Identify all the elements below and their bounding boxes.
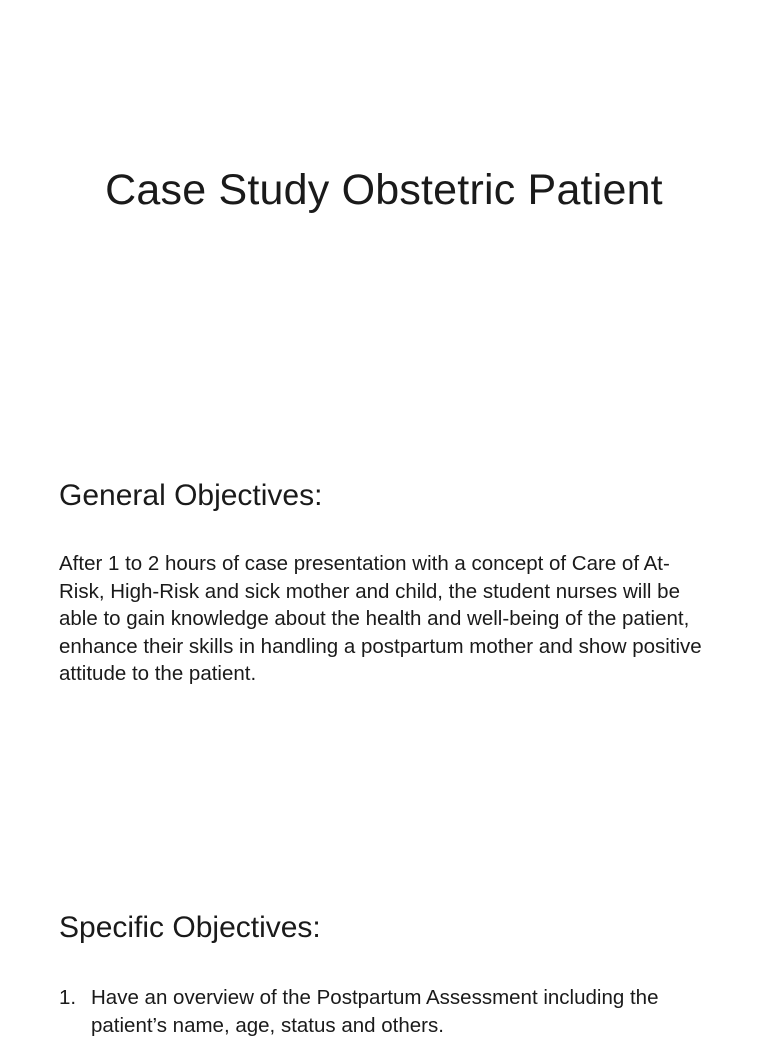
specific-objectives-slide bbox=[0, 864, 768, 1037]
general-objectives-heading: General Objectives: bbox=[59, 479, 323, 512]
page-title: Case Study Obstetric Patient bbox=[105, 166, 663, 214]
specific-objectives-list bbox=[59, 984, 719, 1039]
list-item bbox=[59, 984, 719, 1039]
general-objectives-text: After 1 to 2 hours of case presentation with a concept of Care of At-Risk, High-Risk and sick mother and child, the student nurses will be able to gain knowledge about the health and well-being of the patient, enhance their skills in handling a postpartum mother and show positive attitude to the patient. bbox=[59, 552, 702, 685]
general-objectives-slide bbox=[0, 432, 768, 864]
list-item-text: Have an overview of the Postpartum Assessment including the patient’s name, age, status and others. bbox=[91, 986, 659, 1037]
title-slide bbox=[0, 0, 768, 432]
specific-objectives-heading: Specific Objectives: bbox=[59, 911, 321, 944]
list-item-number: 1. bbox=[59, 986, 77, 1009]
